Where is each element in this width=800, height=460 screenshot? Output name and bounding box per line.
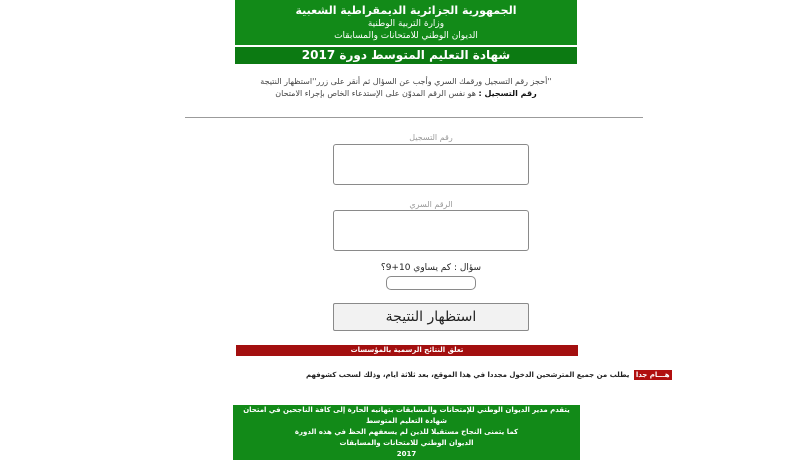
important-notice [306, 371, 672, 379]
submit-button[interactable]: استظهار النتيجة [333, 303, 529, 331]
header [235, 0, 577, 45]
important-notice-text: يطلب من جميع المترشحين الدخول مجددا في هذا الموقع، بعد ثلاثة ايام، وذلك لسحب كشوفهم [306, 371, 630, 379]
footer-congrats: يتقدم مدير الديوان الوطني للإمتحانات والمسابقات بتهانيه الحارة إلى كافة الناجحين في امتحان شهادة التعليم المتوسط [243, 406, 570, 425]
instructions-line-1: أحجز رقم التسجيل ورقمك السري وأجب عن السؤال ثم أنقر على زرر''استظهار النتيجة'' [260, 77, 552, 86]
footer [233, 405, 580, 460]
footer-office: الديوان الوطني للامتحانات والمسابقات [339, 439, 474, 447]
footer-wish: كما يتمنى النجاح مستقبلا للذين لم يسعفهم الحظ في هذه الدورة [294, 428, 519, 436]
instructions [235, 76, 577, 100]
captcha-input[interactable] [386, 276, 476, 290]
secret-code-input[interactable] [333, 210, 529, 251]
ministry-title: وزارة التربية الوطنية [367, 19, 445, 29]
exam-title: شهادة التعليم المتوسط دورة 2017 [235, 47, 577, 64]
captcha-question: سؤال : كم يساوي 10+9؟ [380, 263, 482, 273]
republic-title: الجمهورية الجزائرية الديمقراطية الشعبية [295, 4, 517, 17]
instructions-line-2 [235, 88, 577, 100]
secret-label: الرقم السري [409, 200, 453, 209]
official-results-bar: تعلق النتائج الرسمية بالمؤسسات [236, 345, 578, 356]
registration-label: رقم التسجيل [409, 133, 453, 142]
important-tag: هـــام جدا [635, 371, 670, 379]
office-title: الديوان الوطني للامتحانات والمسابقات [334, 31, 478, 41]
registration-number-term: رقم التسجيل : [478, 89, 537, 98]
divider [185, 117, 643, 118]
footer-year: 2017 [396, 450, 417, 458]
header-block [235, 0, 577, 100]
registration-input[interactable] [333, 144, 529, 185]
instructions-line-2-text: هو نفس الرقم المدوّن على الإستدعاء الخاص بإجراء الامتحان [275, 89, 479, 98]
